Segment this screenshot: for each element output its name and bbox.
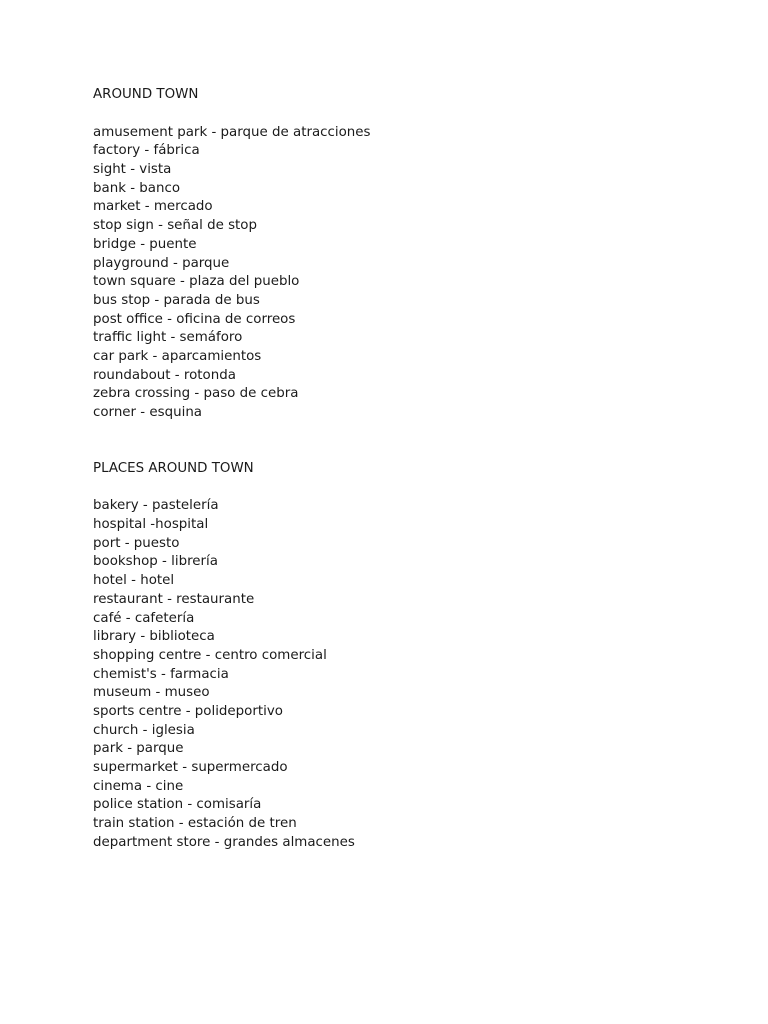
- vocabulary-item: bakery - pastelería: [93, 498, 219, 514]
- vocabulary-item: restaurant - restaurante: [93, 591, 255, 607]
- vocabulary-item: traffic light - semáforo: [93, 330, 243, 346]
- vocabulary-item: market - mercado: [93, 199, 213, 215]
- vocabulary-item: stop sign - señal de stop: [93, 218, 258, 234]
- vocabulary-list-around-town: [93, 124, 371, 423]
- vocabulary-item: chemist's - farmacia: [93, 666, 229, 682]
- vocabulary-item: department store - grandes almacenes: [93, 834, 355, 850]
- vocabulary-item: bridge - puente: [93, 236, 197, 252]
- vocabulary-item: post office - oficina de correos: [93, 311, 296, 327]
- vocabulary-item: train station - estación de tren: [93, 816, 297, 832]
- vocabulary-item: church - iglesia: [93, 722, 195, 738]
- vocabulary-item: bus stop - parada de bus: [93, 292, 260, 308]
- vocabulary-item: town square - plaza del pueblo: [93, 274, 300, 290]
- vocabulary-item: bank - banco: [93, 180, 181, 196]
- vocabulary-item: park - parque: [93, 741, 184, 757]
- vocabulary-item: café - cafetería: [93, 610, 195, 626]
- vocabulary-item: zebra crossing - paso de cebra: [93, 386, 299, 402]
- vocabulary-item: police station - comisaría: [93, 797, 262, 813]
- vocabulary-item: shopping centre - centro comercial: [93, 647, 327, 663]
- vocabulary-item: factory - fábrica: [93, 143, 200, 159]
- vocabulary-item: roundabout - rotonda: [93, 367, 236, 383]
- section-heading-around-town: AROUND TOWN: [93, 87, 199, 102]
- section-spacer: [93, 423, 371, 460]
- document-content: [93, 86, 371, 852]
- vocabulary-item: corner - esquina: [93, 405, 203, 420]
- section-heading-places-around-town: PLACES AROUND TOWN: [93, 460, 254, 476]
- vocabulary-item: hospital -hospital: [93, 517, 209, 533]
- spacer: [93, 105, 371, 124]
- vocabulary-item: port - puesto: [93, 535, 180, 551]
- vocabulary-item: playground - parque: [93, 255, 230, 271]
- vocabulary-item: museum - museo: [93, 685, 210, 701]
- vocabulary-item: amusement park - parque de atracciones: [93, 124, 371, 140]
- vocabulary-list-places-around-town: [93, 497, 371, 852]
- vocabulary-item: sports centre - polideportivo: [93, 703, 283, 719]
- vocabulary-item: hotel - hotel: [93, 573, 175, 589]
- vocabulary-item: supermarket - supermercado: [93, 760, 288, 775]
- vocabulary-item: cinema - cine: [93, 778, 184, 794]
- vocabulary-item: car park - aparcamientos: [93, 348, 262, 364]
- vocabulary-item: bookshop - librería: [93, 554, 218, 570]
- vocabulary-item: library - biblioteca: [93, 629, 215, 645]
- spacer: [93, 478, 371, 497]
- vocabulary-item: sight - vista: [93, 162, 172, 178]
